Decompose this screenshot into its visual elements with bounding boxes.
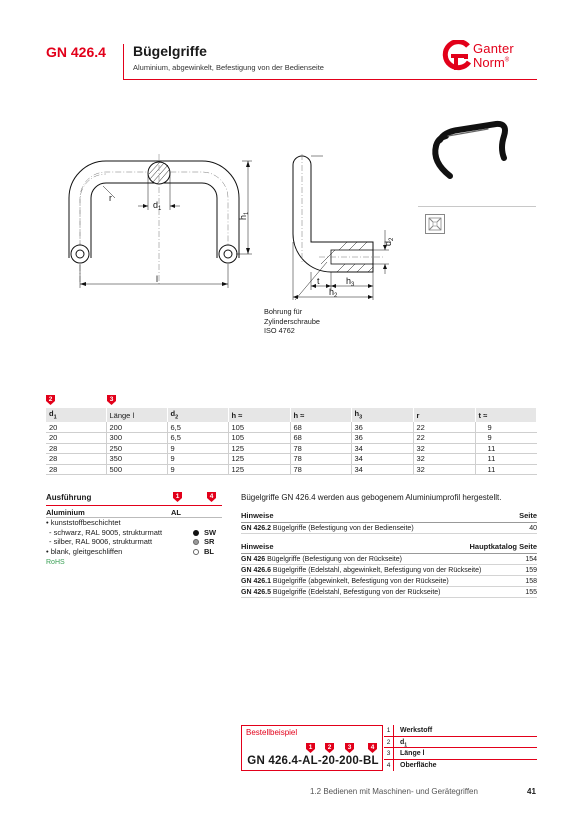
table-cell: 68 <box>290 433 351 444</box>
coating-label: • kunststoffbeschichtet <box>46 518 121 527</box>
finish-option-bright: • blank, gleitgeschliffen BL <box>46 546 214 556</box>
table-cell: 300 <box>106 433 167 444</box>
table-cell: 350 <box>106 454 167 465</box>
order-legend-row: 2 $d_1$ <box>384 737 537 749</box>
order-example-box <box>241 725 383 771</box>
table-cell: 36 <box>351 422 413 433</box>
rohs-label: RoHS <box>46 559 65 566</box>
table-cell: 68 <box>290 422 351 433</box>
order-badge-1: 1 <box>306 743 315 753</box>
column-badge-length: 3 <box>107 395 116 405</box>
front-view-drawing <box>60 150 255 300</box>
ganter-norm-logo <box>442 40 542 76</box>
table-cell: 125 <box>228 443 290 454</box>
dim-l-label: l <box>156 274 158 284</box>
table-row <box>46 443 537 454</box>
table-cell: 28 <box>46 454 106 465</box>
finish-option-black: - schwarz, RAL 9005, strukturmatt SW <box>49 527 217 537</box>
info-block <box>241 493 537 598</box>
table-row <box>46 464 537 475</box>
bore-note <box>264 307 320 336</box>
header-divider <box>123 44 124 80</box>
execution-badge-1: 1 <box>173 492 182 502</box>
table-cell: 6,5 <box>167 422 228 433</box>
dim-d2-label: $d_2$ <box>383 237 395 246</box>
order-badge-3: 3 <box>345 743 354 753</box>
execution-title: Ausführung <box>46 493 92 502</box>
order-example-code: GN 426.4-AL-20-200-BL <box>247 755 379 767</box>
bore-note-line: Zylinderschraube <box>264 316 320 326</box>
header-rule <box>123 79 537 80</box>
catalog-header: Hinweise Hauptkatalog Seite <box>241 542 537 554</box>
finish-option-silver: - silber, RAL 9006, strukturmatt SR <box>49 537 215 546</box>
logo-brand-text: Ganter <box>473 41 514 56</box>
page-number: 41 <box>527 787 536 796</box>
order-badge-2: 2 <box>325 743 334 753</box>
table-cell: 20 <box>46 422 106 433</box>
table-cell: 20 <box>46 433 106 444</box>
table-row <box>46 454 537 465</box>
table-cell: 32 <box>413 443 475 454</box>
header-h3: $h_3$ <box>351 408 413 422</box>
material-row <box>46 507 222 518</box>
table-cell: 22 <box>413 422 475 433</box>
table-cell: 78 <box>290 464 351 475</box>
order-legend <box>384 725 537 771</box>
bore-note-line: Bohrung für <box>264 307 303 316</box>
table-header-row <box>46 408 537 422</box>
header-r: r <box>413 408 475 422</box>
table-cell: 11 <box>475 443 537 454</box>
table-cell: 34 <box>351 464 413 475</box>
table-cell: 28 <box>46 464 106 475</box>
table-cell: 500 <box>106 464 167 475</box>
catalog-row: GN 426.6 Bügelgriffe (Edelstahl, abgewinkelt, Befestigung von der Rückseite) 159 <box>241 567 537 574</box>
bore-note-line: ISO 4762 <box>264 326 295 335</box>
table-cell: 11 <box>475 454 537 465</box>
catalog-row: GN 426.1 Bügelgriffe (abgewinkelt, Befestigung von der Rückseite) 158 <box>241 578 537 585</box>
table-cell: 78 <box>290 454 351 465</box>
black-dot-icon <box>193 530 199 536</box>
header-length: Länge l <box>106 408 167 422</box>
order-example <box>241 725 537 771</box>
ganter-logo-icon <box>442 40 472 72</box>
page-subtitle: Aluminium, abgewinkelt, Befestigung von der Bedienseite <box>133 63 324 72</box>
info-intro: Bügelgriffe GN 426.4 werden aus gebogenem Aluminiumprofil hergestellt. <box>241 493 502 502</box>
catalog-row: GN 426.5 Bügelgriffe (Edelstahl, Befestigung von der Rückseite) 155 <box>241 589 537 596</box>
table-cell: 36 <box>351 433 413 444</box>
table-cell: 105 <box>228 422 290 433</box>
logo-norm-text: Norm® <box>473 55 510 70</box>
table-cell: 125 <box>228 454 290 465</box>
header-h1: h ≈ <box>228 408 290 422</box>
catalog-row: GN 426 Bügelgriffe (Befestigung von der Rückseite) 154 <box>241 556 537 563</box>
order-badge-4: 4 <box>368 743 377 753</box>
product-photo <box>418 118 536 188</box>
table-row <box>46 422 537 433</box>
table-cell: 250 <box>106 443 167 454</box>
table-cell: 6,5 <box>167 433 228 444</box>
table-cell: 9 <box>475 433 537 444</box>
table-cell: 125 <box>228 464 290 475</box>
header-d1: $d_1$ <box>46 408 106 422</box>
order-example-label: Bestellbeispiel <box>246 728 298 737</box>
table-cell: 34 <box>351 454 413 465</box>
dim-h3-label: $h_3$ <box>346 276 355 288</box>
column-badge-d1: 2 <box>46 395 55 405</box>
footer-section: 1.2 Bedienen mit Maschinen- und Gerätegriffen <box>310 787 478 796</box>
execution-badge-4: 4 <box>207 492 216 502</box>
table-cell: 32 <box>413 454 475 465</box>
table-cell: 9 <box>167 454 228 465</box>
silver-dot-icon <box>193 539 199 545</box>
dim-t-label: t <box>317 276 320 286</box>
material-label: Aluminium <box>46 508 85 517</box>
material-code: AL <box>171 508 181 517</box>
order-legend-row: 1 Werkstoff <box>384 725 537 737</box>
execution-block <box>46 492 222 566</box>
dimension-icon <box>425 214 445 234</box>
table-cell: 34 <box>351 443 413 454</box>
execution-header <box>46 492 222 506</box>
order-legend-row: 4 Oberfläche <box>384 760 537 772</box>
order-legend-row: 3 Länge l <box>384 748 537 760</box>
notes-header: Hinweise Seite <box>241 511 537 523</box>
header-d2: $d_2$ <box>167 408 228 422</box>
table-cell: 9 <box>167 443 228 454</box>
photo-divider <box>418 206 536 207</box>
table-cell: 9 <box>167 464 228 475</box>
page-title: Bügelgriffe <box>133 43 207 59</box>
bright-dot-icon <box>193 549 199 555</box>
table-row <box>46 433 537 444</box>
dim-h1-label: $h_1$ <box>238 211 250 220</box>
header-h2: h ≈ <box>290 408 351 422</box>
dim-r-label: r <box>109 193 112 203</box>
side-view-drawing <box>255 150 395 305</box>
table-cell: 28 <box>46 443 106 454</box>
dim-d1-label: $d_1$ <box>153 200 162 212</box>
table-cell: 9 <box>475 422 537 433</box>
table-cell: 105 <box>228 433 290 444</box>
header-t: t ≈ <box>475 408 537 422</box>
table-cell: 78 <box>290 443 351 454</box>
product-code: GN 426.4 <box>46 44 106 60</box>
table-cell: 32 <box>413 464 475 475</box>
dimension-table <box>46 408 537 475</box>
table-cell: 200 <box>106 422 167 433</box>
table-cell: 11 <box>475 464 537 475</box>
table-cell: 22 <box>413 433 475 444</box>
dim-h2-label: $h_2$ <box>329 287 338 299</box>
note-row: GN 426.2 Bügelgriffe (Befestigung von der Bedienseite) 40 <box>241 525 537 532</box>
